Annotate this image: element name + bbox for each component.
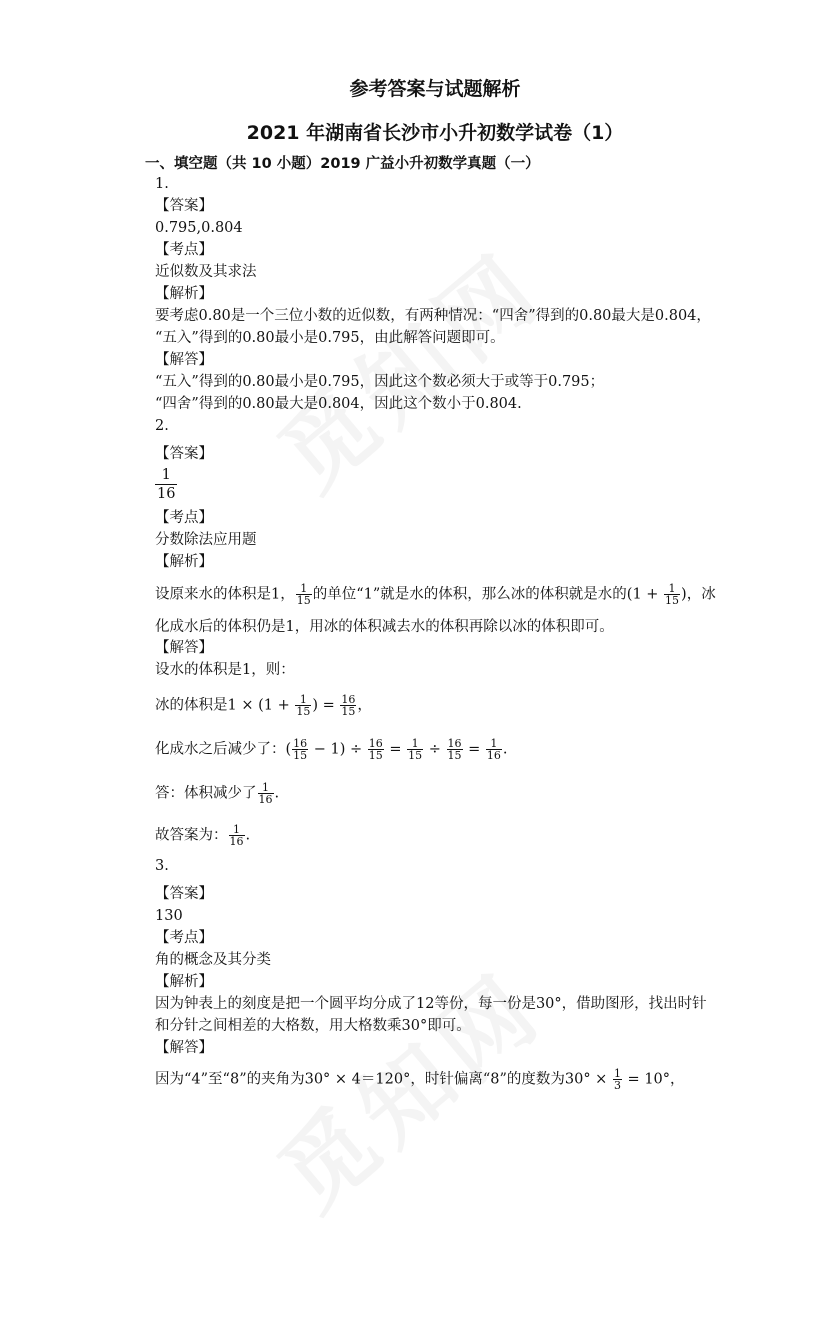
fraction: $\frac{1}{3}$ [613,1067,621,1092]
fraction: $\frac{1}{16}$ [229,823,244,848]
answer-label: 【答案】 [155,198,213,214]
solution-label: 【解答】 [155,352,213,368]
point-label: 【考点】 [155,242,213,258]
fraction: $\frac{16}{15}$ [293,737,308,762]
answer-fraction [155,466,177,503]
fraction-numerator: 1 [155,466,177,485]
solution-label: 【解答】 [155,1040,213,1056]
answer-label: 【答案】 [155,886,213,902]
analysis-text: 因为钟表上的刻度是把一个圆平均分成了12等份，每一份是30°，借助图形，找出时针 [155,996,707,1012]
fraction: $\frac{16}{15}$ [368,737,383,762]
fraction: $\frac{1}{15}$ [408,737,423,762]
analysis-text: 化成水后的体积仍是1，用冰的体积减去水的体积再除以冰的体积即可。 [155,619,614,635]
solution-text: 冰的体积是1 × (1 + $\frac{1}{15}$ ) = $\frac{16}{15}$ ， [155,693,372,718]
fraction-denominator: 16 [157,486,176,502]
analysis-text: 和分针之间相差的大格数，用大格数乘30°即可。 [155,1018,471,1034]
fraction: $\frac{1}{15}$ [296,693,311,718]
analysis-text: 设原来水的体积是1， $\frac{1}{15}$ 的单位“1”就是水的体积，那么冰的体积就是水的(1 + $\frac{1}{15}$ )，冰 [155,582,716,607]
question-number: 2. [155,418,169,434]
page-title: 参考答案与试题解析 [349,78,521,100]
fraction: $\frac{1}{16}$ [258,781,273,806]
fraction: $\frac{16}{15}$ [447,737,462,762]
point-text: 角的概念及其分类 [155,952,271,968]
question-number: 1. [155,176,169,192]
fraction: $\frac{1}{16}$ [486,737,501,762]
fraction: $\frac{1}{15}$ [665,582,680,607]
analysis-label: 【解析】 [155,286,213,302]
solution-label: 【解答】 [155,640,213,656]
analysis-text: “五入”得到的0.80最小是0.795，由此解答问题即可。 [155,330,505,346]
answer-text: 0.795,0.804 [155,220,243,236]
section-heading: 一、填空题（共 10 小题）2019 广益小升初数学真题（一） [145,156,540,172]
solution-text: 因为“4”至“8”的夹角为30° × 4＝120°，时针偏离“8”的度数为30° × $\frac{1}{3}$ = 10°， [155,1067,685,1092]
watermark [247,247,613,613]
final-answer: 故答案为： $\frac{1}{16}$ . [155,823,251,848]
analysis-label: 【解析】 [155,554,213,570]
solution-text: 化成水之后减少了：( $\frac{16}{15}$ − 1) ÷ $\frac{16}{15}$ = $\frac{1}{15}$ ÷ $\frac{16}{15}$ = $\frac{1}{16}$ . [155,737,508,762]
answer-label: 【答案】 [155,446,213,462]
exam-title: 2021 年湖南省长沙市小升初数学试卷（1） [246,122,624,144]
analysis-label: 【解析】 [155,974,213,990]
point-label: 【考点】 [155,510,213,526]
point-label: 【考点】 [155,930,213,946]
analysis-text: 要考虑0.80是一个三位小数的近似数，有两种情况：“四舍”得到的0.80最大是0.804， [155,308,711,324]
fraction: $\frac{16}{15}$ [341,693,356,718]
point-text: 分数除法应用题 [155,532,257,548]
solution-text: 答：体积减少了 $\frac{1}{16}$ . [155,781,280,806]
fraction: $\frac{1}{15}$ [296,582,311,607]
solution-text: “五入”得到的0.80最小是0.795，因此这个数必须大于或等于0.795； [155,374,605,390]
question-number: 3. [155,858,169,874]
point-text: 近似数及其求法 [155,264,257,280]
solution-text: 设水的体积是1，则： [155,662,295,678]
solution-text: “四舍”得到的0.80最大是0.804，因此这个数小于0.804. [155,396,522,412]
answer-text: 130 [155,908,183,924]
